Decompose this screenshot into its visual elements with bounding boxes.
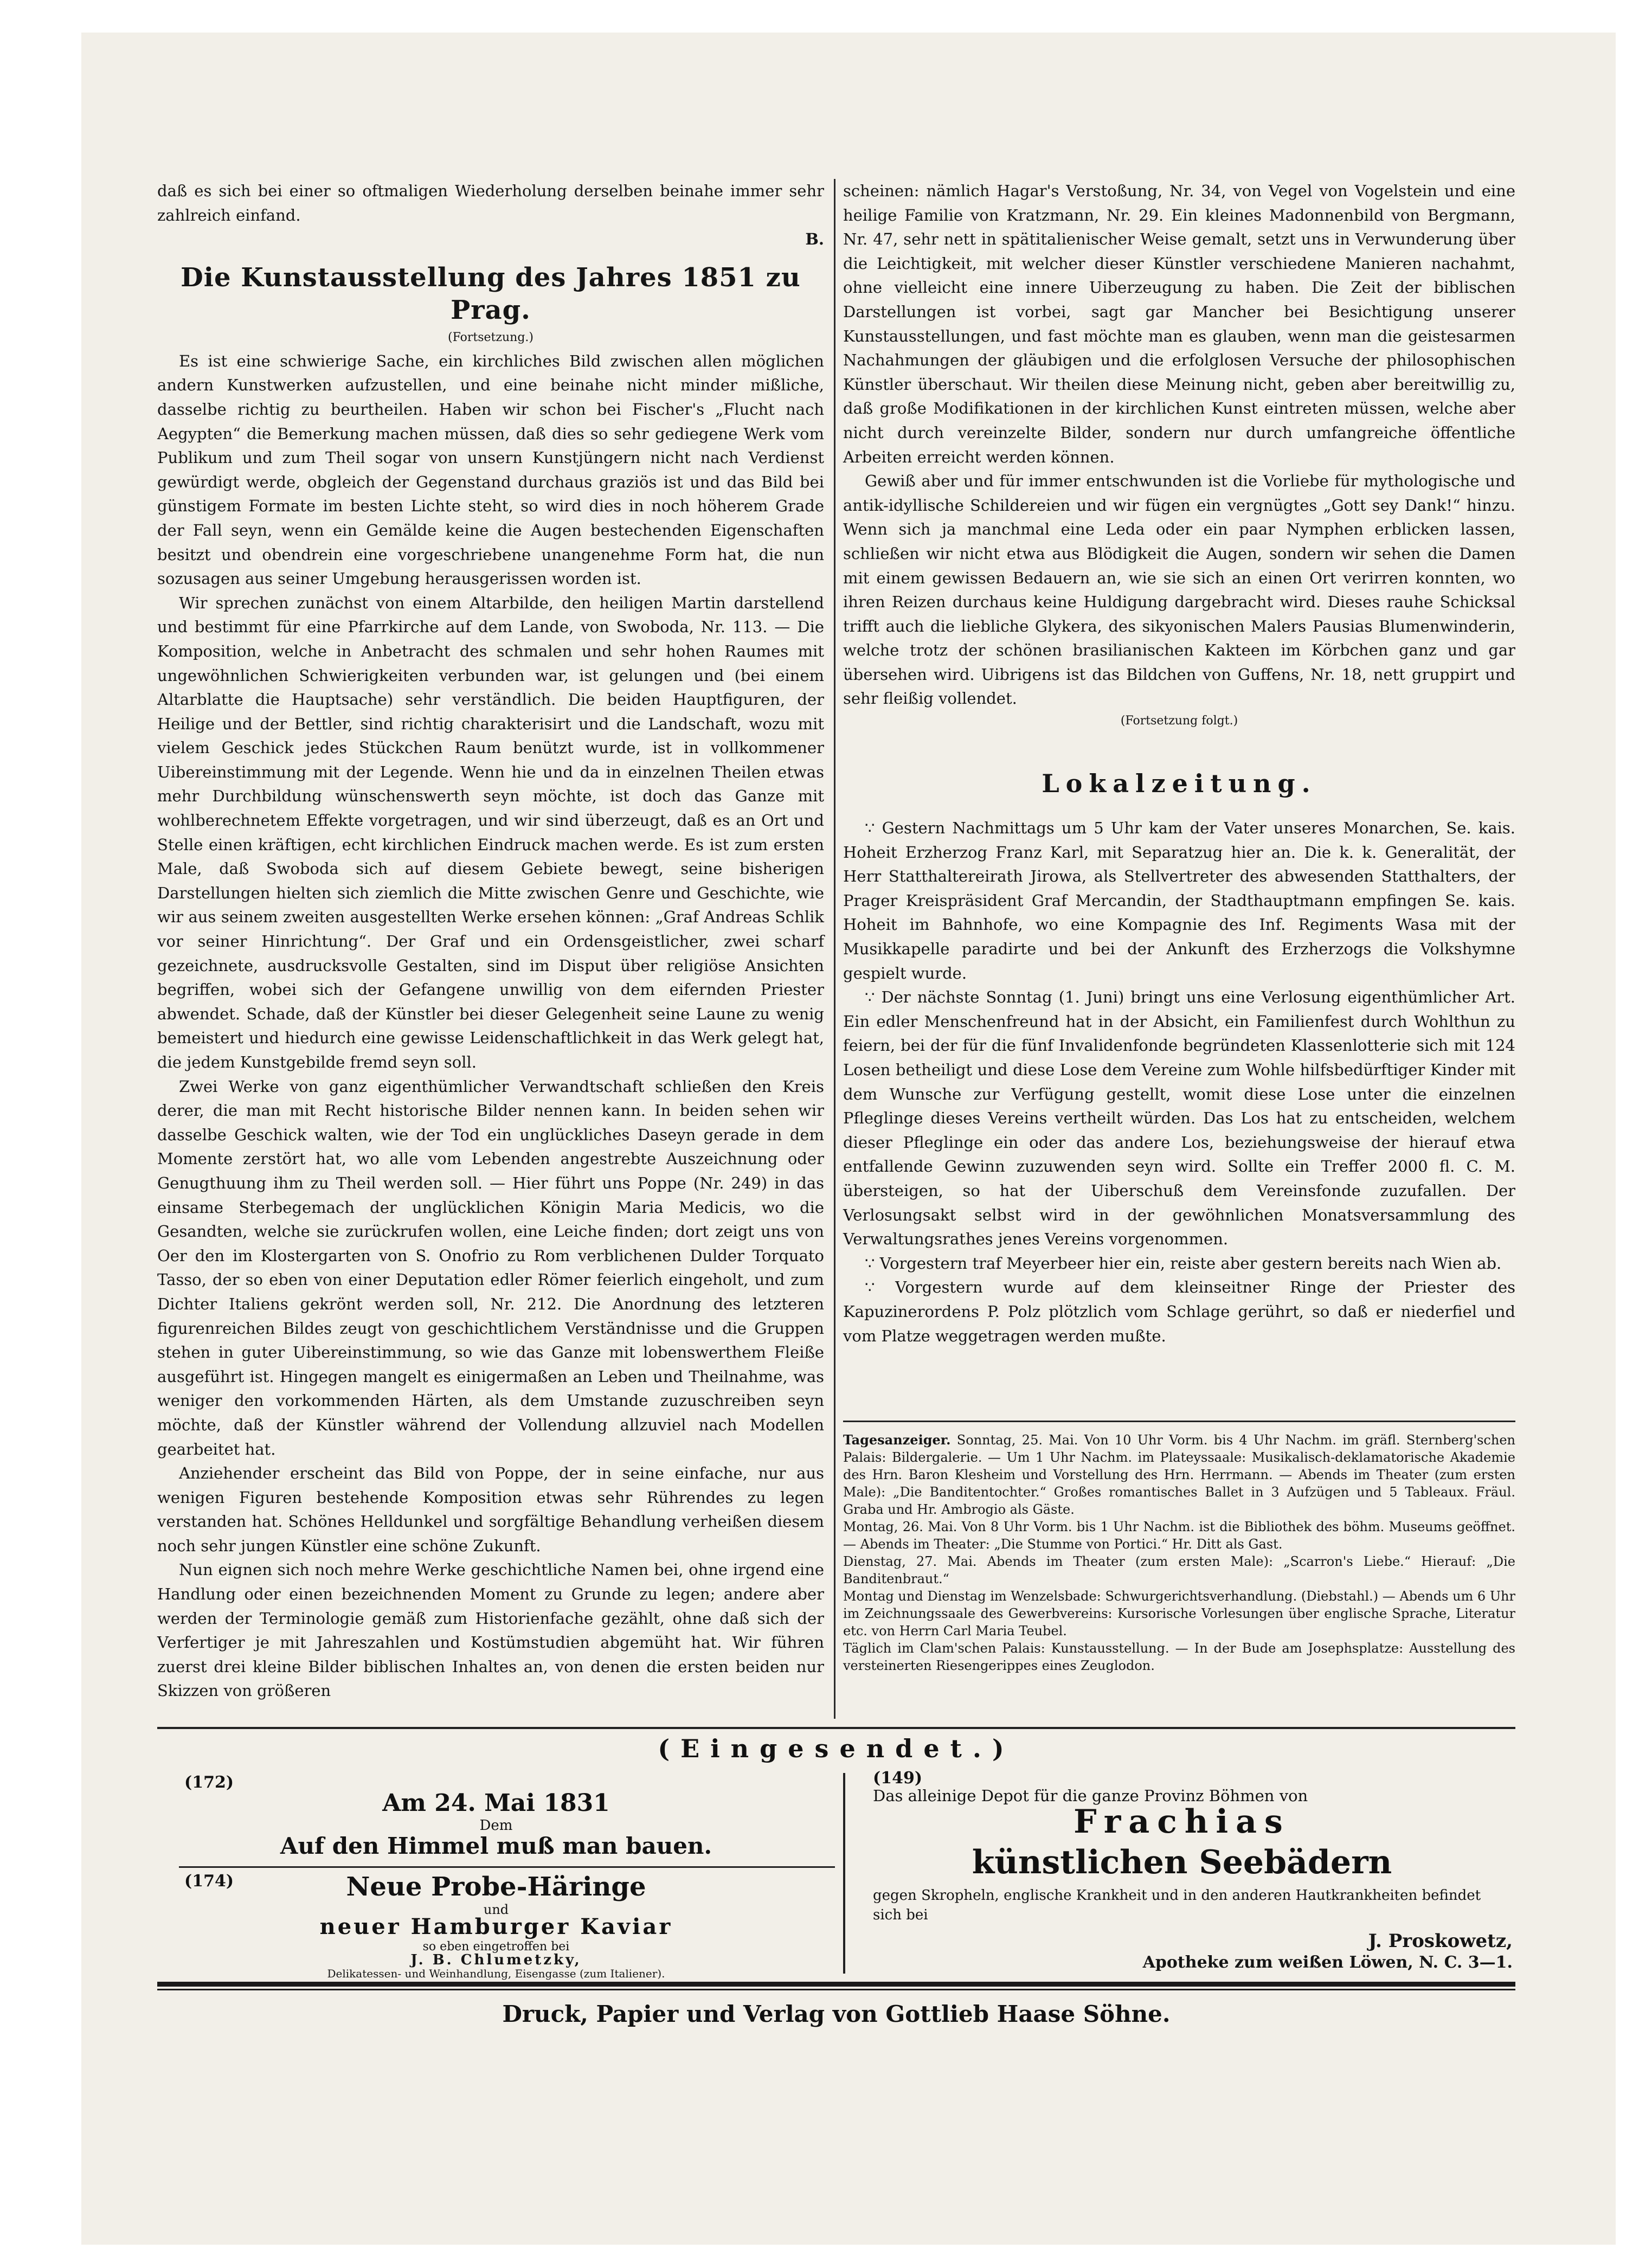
article-subtitle: (Fortsetzung.): [448, 330, 533, 344]
bottom-rule-thin: [157, 1989, 1515, 1990]
left-column: [157, 179, 824, 1703]
ads-divider: [843, 1773, 845, 1974]
imprint: Druck, Papier und Verlag von Gottlieb Haase Söhne.: [502, 2001, 1171, 2027]
news-marker: ∵: [865, 988, 875, 1007]
continuation-note: (Fortsetzung folgt.): [1120, 714, 1238, 728]
ad172-dem: Dem: [479, 1817, 513, 1834]
ad174-address: Delikatessen- und Weinhandlung, Eisengasse (zum Italiener).: [327, 1967, 665, 1980]
ad172-motto: Auf den Himmel muß man bauen.: [280, 1833, 712, 1859]
news-text: Der nächste Sonntag (1. Juni) bringt uns eine Verlosung eigenthümlicher Art. Ein edler Menschenfreund hat in der Absicht, ein Familienfest durch Wohlthun zu feiern, bei der für die fünf Invalidenfonde begründeten Klassenlotterie sich mit 124 Losen betheiligt und diese Lose dem Vereine zum Wohle hilfsbedürftiger Kinder mit dem Wunsche zur Verfügung gestellt, womit diese Lose unter die einzelnen Pfleglinge dieses Vereins vertheilt würden. Das Los hat zu entscheiden, welchem dieser Pfleglinge ein oder das andere Los, beziehungsweise der hierauf etwa entfallende Gewinn zuzuwenden seyn wird. Sollte ein Treffer 2000 fl. C. M. übersteigen, so hat der Uiberschuß dem Vereinsfonde zuzufallen. Der Verlosungsakt selbst wird in der gewöhnlichen Monatsversammlung des Verwaltungsrathes jenes Vereins vorgenommen.: [843, 988, 1515, 1249]
tagesanzeiger-entry: Montag und Dienstag im Wenzelsbade: Schwurgerichtsverhandlung. (Diebstahl.) — Abends um 6 Uhr im Zeichnungssaale des Gewerbvereins: Kursorische Vorlesungen über englische Sprache, Literatur etc. von Herrn Carl Maria Teubel.: [843, 1589, 1515, 1639]
ad174-und: und: [483, 1902, 509, 1917]
article-paragraph: Anziehender erscheint das Bild von Poppe, der in seine einfache, nur aus wenigen Figuren bestehende Komposition etwas sehr Rührendes zu legen verstanden hat. Schönes Helldunkel und sorgfältige Behandlung verheißen diesem noch sehr jungen Künstler eine schöne Zukunft.: [157, 1464, 824, 1555]
article-paragraph: Wir sprechen zunächst von einem Altarbilde, den heiligen Martin darstellend und bestimmt für eine Pfarrkirche auf dem Lande, von Swoboda, Nr. 113. — Die Komposition, welche in Anbetracht des schmalen und sehr hohen Raumes mit ungewöhnlichen Schwierigkeiten verbunden war, ist gelungen und (bei einem Altarblatte die Hauptsache) sehr verständlich. Die beiden Hauptfiguren, der Heilige und der Bettler, sind richtig charakterisirt und die Landschaft, wozu mit vielem Geschick jedes Stückchen Raum benützt wurde, ist in vollkommener Uibereinstimmung mit der Legende. Wenn hie und da in einzelnen Theilen etwas mehr Durchbildung wünschenswerth seyn möchte, ist doch das Ganze mit wohlberechnetem Effekte vorgetragen, und wir sind überzeugt, daß es an Ort und Stelle einen kräftigen, echt kirchlichen Eindruck machen werde. Es ist zum ersten Male, daß Swoboda sich auf diesem Gebiete bewegt, seine bisherigen Darstellungen hielten sich ziemlich die Mitte zwischen Genre und Geschichte, wie wir aus seinem zweiten ausgestellten Werke ersehen können: „Graf Andreas Schlik vor seiner Hinrichtung“. Der Graf und ein Ordensgeistlicher, zwei scharf gezeichnete, ausdrucksvolle Gestalten, sind im Disput über religiöse Ansichten begriffen, wobei sich der Gefangene unwillig von dem eifernden Priester abwendet. Schade, daß der Künstler bei dieser Gelegenheit seine Laune zu wenig bemeistert und hiedurch eine gewisse Leidenschaftlichkeit in das Werk gelegt hat, die jedem Kunstgebilde fremd seyn soll.: [157, 593, 824, 1071]
ad174-haeringe: Neue Probe-Häringe: [346, 1872, 646, 1902]
ad-separator: [179, 1866, 835, 1868]
ad-number: (149): [873, 1769, 923, 1788]
news-text: Vorgestern traf Meyerbeer hier ein, reiste aber gestern bereits nach Wien ab.: [879, 1254, 1502, 1273]
section-title-lokalzeitung: Lokalzeitung.: [1042, 769, 1317, 799]
news-item: [843, 816, 1515, 985]
tagesanzeiger-lead: Tagesanzeiger.: [843, 1432, 951, 1448]
ad149-depot: Das alleinige Depot für die ganze Provinz Böhmen von: [873, 1787, 1308, 1805]
article-paragraph: Gewiß aber und für immer entschwunden ist die Vorliebe für mythologische und antik-idyllische Schildereien und wir fügen ein vergnügtes „Gott sey Dank!“ hinzu. Wenn sich ja manchmal eine Leda oder ein paar Nymphen erblicken lassen, schließen wir nicht etwa aus Blödigkeit die Augen, sondern wir sehen die Damen mit einem gewissen Bedauern an, wie sie sich an einen Ort verirren konnten, wo ihren Reizen durchaus keine Huldigung dargebracht wird. Dieses rauhe Schicksal trifft auch die liebliche Glykera, des sikyonischen Malers Pausias Blumenwinderin, welche trotz der schönen brasilianischen Kakteen im Körbchen ganz und gar übersehen wird. Uibrigens ist das Bildchen von Guffens, Nr. 18, nett gruppirt und sehr fleißig vollendet.: [843, 472, 1515, 708]
column-divider: [834, 179, 835, 1719]
article-title: Die Kunstausstellung des Jahres 1851 zu Prag.: [181, 262, 801, 325]
tagesanzeiger-entry: Dienstag, 27. Mai. Abends im Theater (zum ersten Male): „Scarron's Liebe.“ Hierauf: „Die Banditenbraut.“: [843, 1554, 1515, 1586]
ad-number: (172): [184, 1773, 234, 1792]
ad-number: (174): [184, 1872, 234, 1891]
tagesanzeiger-text: Sonntag, 25. Mai. Von 10 Uhr Vorm. bis 4 Uhr Nachm. im gräfl. Sternberg'schen Palais: Bildergalerie. — Um 1 Uhr Nachm. im Plateyssaale: Musikalisch-deklamatorische Akademie des Hrn. Baron Klesheim und Vorstellung des Hrn. Herrmann. — Abends im Theater (zum ersten Male): „Die Banditentochter.“ Großes romantisches Ballet in 3 Aufzügen und 5 Tableaux. Fräul. Graba und Hr. Ambrogio als Gäste.: [843, 1432, 1515, 1517]
article-paragraph: scheinen: nämlich Hagar's Verstoßung, Nr. 34, von Vegel von Vogelstein und eine heilige Familie von Kratzmann, Nr. 29. Ein kleines Madonnenbild von Bergmann, Nr. 47, sehr nett in spätitalienischer Weise gemalt, setzt uns in Verwunderung über die Leichtigkeit, mit welcher dieser Künstler verschiedene Manieren nachahmt, ohne vielleicht eine innere Uiberzeugung zu haben. Die Zeit der biblischen Darstellungen ist vorbei, sagt gar Mancher bei Besichtigung unserer Kunstausstellungen, und fast möchte man es glauben, wenn man die geistesarmen Nachahmungen der gläubigen und die erfolglosen Versuche der philosophischen Künstler überschaut. Wir theilen diese Meinung nicht, geben aber bereitwillig zu, daß große Modifikationen in der kirchlichen Kunst eintreten müssen, welche aber nicht durch vereinzelte Bilder, sondern nur durch umfangreiche öffentliche Arbeiten erreicht werden können.: [843, 182, 1515, 466]
news-marker: ∵: [865, 1254, 875, 1273]
ad149-address: Apotheke zum weißen Löwen, N. C. 3—1.: [1142, 1953, 1513, 1972]
news-item: [843, 985, 1515, 1251]
news-item: [843, 1251, 1515, 1276]
tagesanzeiger-rule: [843, 1421, 1515, 1422]
tagesanzeiger-entry: Montag, 26. Mai. Von 8 Uhr Vorm. bis 1 Uhr Nachm. ist die Bibliothek des böhm. Museums geöffnet. — Abends im Theater: „Die Stumme von Portici.“ Hr. Ditt als Gast.: [843, 1519, 1515, 1552]
article-paragraph: Nun eignen sich noch mehre Werke geschichtliche Namen bei, ohne irgend eine Handlung oder einen bezeichnenden Moment zu Grunde zu legen; andere aber werden der Terminologie gemäß zum Historienfache gezählt, ohne daß sich der Verfertiger je mit Jahreszahlen und Kostümstudien abgemüht hat. Wir führen zuerst drei kleine Bilder biblischen Inhaltes an, von denen die ersten beiden nur Skizzen von größeren: [157, 1560, 824, 1700]
ad149-description: gegen Skropheln, englische Krankheit und in den anderen Hautkrankheiten befindet sich bei: [873, 1887, 1481, 1923]
ad149-seller: J. Proskowetz,: [1368, 1930, 1513, 1952]
tagesanzeiger-entry: Täglich im Clam'schen Palais: Kunstausstellung. — In der Bude am Josephsplatze: Ausstellung des versteinerten Riesengerippes eines Zeuglodon.: [843, 1641, 1515, 1673]
ad174-seller: J. B. Chlumetzky,: [410, 1952, 582, 1968]
intro-text: daß es sich bei einer so oftmaligen Wiederholung derselben beinahe immer sehr zahlreich einfand.: [157, 182, 824, 224]
tagesanzeiger: [843, 1431, 1515, 1674]
news-text: Gestern Nachmittags um 5 Uhr kam der Vater unseres Monarchen, Se. kais. Hoheit Erzherzog Franz Karl, mit Separatzug hier an. Die k. k. Generalität, der Herr Statthaltereirath Jirowa, als Stellvertreter des abwesenden Statthalters, der Prager Kreispräsident Graf Mercandin, der Stadthauptmann empfingen Se. kais. Hoheit im Bahnhofe, wo eine Kompagnie des Inf. Regiments Wasa mit der Musikkapelle paradirte und bei der Ankunft des Erzherzogs die Volkshymne gespielt wurde.: [843, 819, 1515, 982]
article-paragraph: Es ist eine schwierige Sache, ein kirchliches Bild zwischen allen möglichen andern Kunstwerken aufzustellen, und eine beinahe nicht minder mißliche, dasselbe richtig zu beurtheilen. Haben wir schon bei Fischer's „Flucht nach Aegypten“ die Bemerkung machen müssen, daß dies so sehr gediegene Werk vom Publikum und zum Theil sogar von unsern Kunstjüngern nicht nach Verdienst gewürdigt werde, obgleich der Gegenstand durchaus graziös ist und das Bild bei günstigem Formate im besten Lichte steht, so wird dies in noch höherem Grade der Fall seyn, wenn ein Gemälde keine die Augen bestechenden Eigenschaften besitzt und obendrein eine vorgeschriebene unangenehme Form hat, die nun sozusagen aus seiner Umgebung herausgerissen worden ist.: [157, 351, 824, 588]
tagesanzeiger-entry: [843, 1431, 1515, 1518]
news-marker: ∵: [865, 819, 875, 838]
news-item: [843, 1275, 1515, 1348]
bottom-rule-thick: [157, 1982, 1515, 1987]
ad174-kaviar: neuer Hamburger Kaviar: [319, 1914, 673, 1939]
article-paragraph: Zwei Werke von ganz eigenthümlicher Verwandtschaft schließen den Kreis derer, die man mit Recht historische Bilder nennen kann. In beiden sehen wir dasselbe Geschick walten, wie der Tod ein unglückliches Daseyn gerade in dem Momente zerstört hat, wo alle vom Lebenden angestrebte Auszeichnung oder Genugthuung ihm zu Theil werden soll. — Hier führt uns Poppe (Nr. 249) in das einsame Sterbegemach der unglücklichen Königin Maria Medicis, wo die Gesandten, welche sie zurückrufen wollen, eine Leiche finden; dort zeigt uns von Oer den im Klostergarten von S. Onofrio zu Rom verblichenen Dulder Torquato Tasso, der so eben von einer Deputation edler Römer feierlich eingeholt, und zum Dichter Italiens gekrönt werden soll, Nr. 212. Die Anordnung des letzteren figurenreichen Bildes zeugt von geschichtlichem Verständnisse und die Gruppen stehen in guter Uibereinstimmung, so wie das Ganze mit lobenswerthem Fleiße ausgeführt ist. Hingegen mangelt es einigermaßen an Leben und Theilnahme, was weniger den vorkommenden Härten, als dem Umstande zuzuschreiben seyn möchte, daß der Künstler während der Vollendung allzuviel nach Modellen gearbeitet hat.: [157, 1077, 824, 1459]
ad172-date: Am 24. Mai 1831: [382, 1789, 610, 1817]
right-column: [843, 179, 1515, 1348]
ads-top-rule: [157, 1727, 1515, 1729]
ad149-seebaeder: künstlichen Seebädern: [972, 1843, 1392, 1881]
news-text: Vorgestern wurde auf dem kleinseitner Ringe der Priester des Kapuzinerordens P. Polz plötzlich vom Schlage gerührt, so daß er niederfiel und vom Platze weggetragen werden mußte.: [843, 1278, 1515, 1345]
ad149-frachias: Frachias: [1074, 1803, 1290, 1841]
intro-signature: B.: [805, 230, 824, 249]
ad174-eingetroffen: so eben eingetroffen bei: [422, 1940, 570, 1954]
news-marker: ∵: [865, 1278, 875, 1297]
eingesendet-heading: (Eingesendet.): [658, 1734, 1015, 1763]
